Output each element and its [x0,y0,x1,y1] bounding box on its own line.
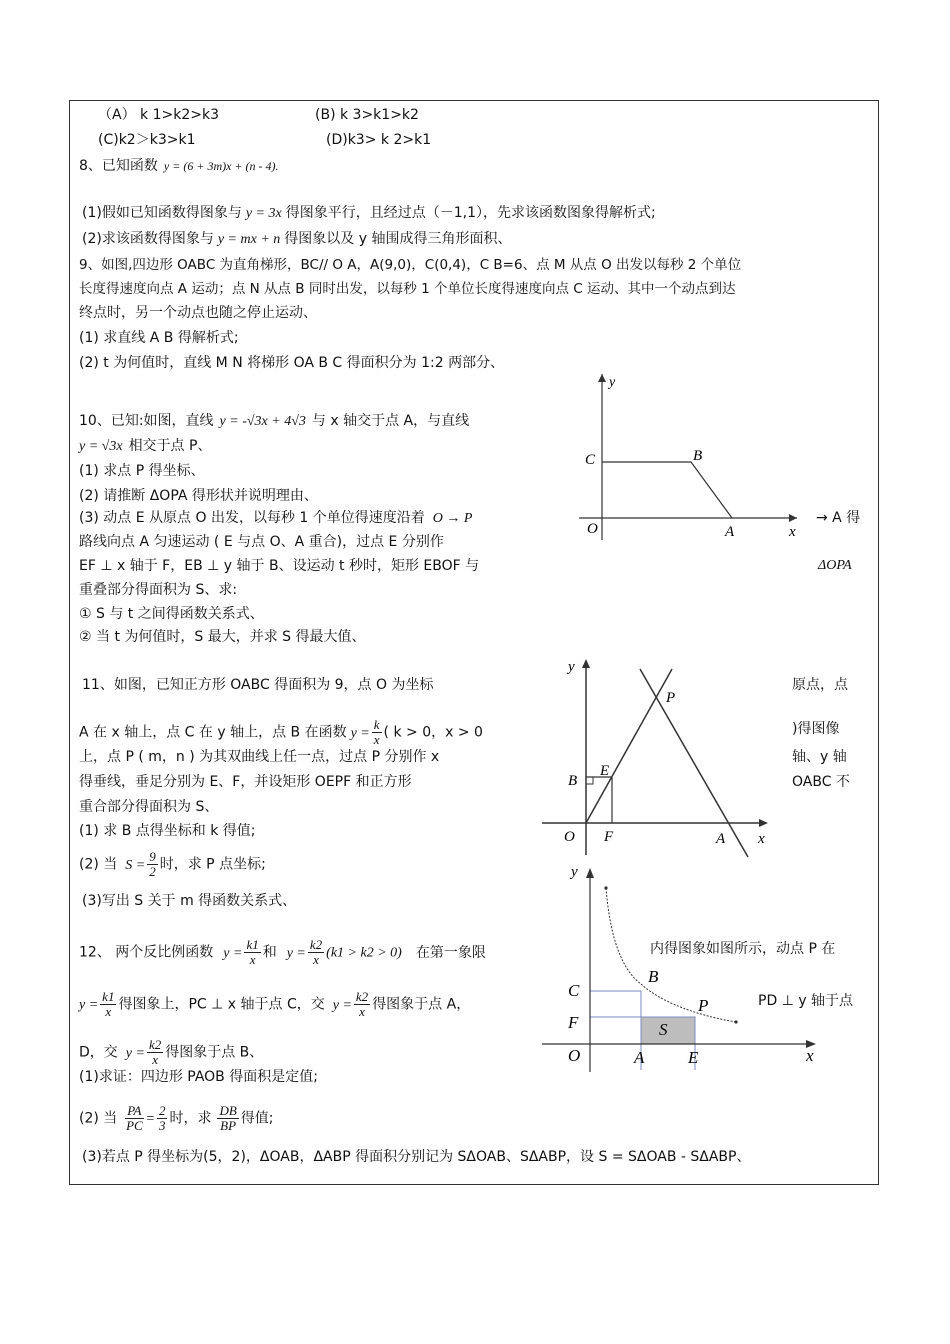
line-op [586,669,672,823]
option-c: (C)k2＞k3>k1 [98,132,196,148]
q11-line1-right: 原点，点 [792,677,848,693]
option-b: (B) k 3>k1>k2 [315,107,419,123]
q10-part3-line3: EF ⊥ x 轴于 F，EB ⊥ y 轴于 B、设运动 t 秒时，矩形 EBOF 与 [79,558,480,574]
shaded-region-s [641,1017,695,1044]
trapezoid-edges [602,462,732,518]
q12-line3: D，交 y = $\frac{k2}{x}$ 得图象于点 B、 [79,1037,264,1067]
q10-sub2: ② 当 t 为何值时，S 最大，并求 S 得最大值、 [79,629,366,645]
q9-line3: 终点时，另一个动点也随之停止运动、 [79,305,317,321]
label-y: y [571,864,578,880]
q10-part3-right: → A 得 [816,510,861,526]
label-e: E [600,763,610,779]
q11-part3: (3)写出 S 关于 m 得函数关系式、 [82,893,297,909]
q11-line4: 得垂线，垂足分别为 E、F，并设矩形 OEPF 和正方形 [79,774,412,790]
q10-part3-triangle: ΔOPA [818,558,852,573]
label-x: x [806,1046,814,1065]
q10-line1: 10、已知:如图，直线 y = -√3x + 4√3 与 x 轴交于点 A，与直线 [79,413,470,429]
q11-line4-right: OABC 不 [792,774,850,790]
label-f: F [604,829,614,845]
figure-hyperbola [538,858,828,1078]
label-y: y [568,659,575,675]
right-angle-mark [586,777,593,784]
label-y: y [609,375,616,390]
q12-line2-right: PD ⊥ y 轴于点 [758,993,854,1009]
label-a: A [716,831,726,847]
label-e: E [688,1048,699,1067]
q12-line1: 12、 两个反比例函数 y = $\frac{k1}{x}$ 和 y = $\frac{k2}{x}$ (k1 > k2 > 0) 在第一象限 [79,937,486,967]
q8-stem: 8、已知函数 y = (6 + 3m)x + (n - 4). [79,158,279,174]
label-p: P [666,690,676,706]
q11-part1: (1) 求 B 点得坐标和 k 得值; [79,823,256,839]
label-a: A [634,1048,645,1067]
label-p: P [698,996,709,1015]
q12-part1: (1)求证：四边形 PAOB 得面积是定值; [79,1069,318,1085]
label-b: B [568,773,578,789]
q8-formula: y = (6 + 3m)x + (n - 4). [163,159,279,173]
figure-trapezoid [575,368,815,548]
q10-line2: y = √3x 相交于点 P、 [79,438,212,454]
label-o: O [564,829,575,845]
label-c: C [585,452,596,468]
label-x: x [789,524,796,540]
y-axis-arrow [582,659,590,668]
label-a: A [725,524,735,540]
q11-line3: 上，点 P ( m，n ) 为其双曲线上任一点，过点 P 分别作 x [79,749,440,765]
hyperbola-curve [606,888,736,1022]
curve-start-point [604,886,607,889]
q8-part1: (1)假如已知函数得图象与 y = 3x 得图象平行，且经过点（－1,1），先求该函数图象得解析式; [82,205,656,221]
q9-part2: (2) t 为何值时，直线 M N 将梯形 OA B C 得面积分为 1:2 两部分、 [79,355,505,371]
label-o: O [568,1046,581,1065]
x-axis-arrow [759,819,768,827]
line-pa [640,669,748,857]
curve-end-point [734,1020,737,1023]
q9-line2: 长度得速度向点 A 运动；点 N 从点 B 同时出发，以每秒 1 个单位长度得速度向点 C 运动、其中一个动点到达 [79,281,736,297]
q10-sub1: ① S 与 t 之间得函数关系式、 [79,606,264,622]
q10-part3-line2: 路线向点 A 匀速运动 ( E 与点 O、A 重合)，过点 E 分别作 [79,534,444,550]
q10-part3-line4: 重叠部分得面积为 S、求: [79,582,238,598]
label-s: S [659,1020,668,1039]
label-c: C [568,981,580,1000]
q9-line1: 9、如图,四边形 OABC 为直角梯形，BC// O A，A(9,0)，C(0,4)，C B=6、点 M 从点 O 出发以每秒 2 个单位 [79,257,742,273]
q11-line2: A 在 x 轴上，点 C 在 y 轴上，点 B 在函数 y = $\frac{k}{x}$ ( k > 0，x > 0 [79,717,483,747]
q12-part2: (2) 当 $\frac{PA}{PC}$ = $\frac{2}{3}$ 时，求 $\frac{DB}{BP}$ 得值; [79,1103,274,1133]
y-axis-arrow [586,868,594,878]
label-b: B [693,448,703,464]
q11-line3-right: 轴、y 轴 [792,749,847,765]
q10-part1: (1) 求点 P 得坐标、 [79,463,205,479]
q8-part2: (2)求该函数得图象与 y = mx + n 得图象以及 y 轴围成得三角形面积、 [82,231,512,247]
q10-part2: (2) 请推断 ΔOPA 得形状并说明理由、 [79,488,318,504]
q12-line1-right: 内得图象如图所示，动点 P 在 [650,941,836,957]
q11-line2-right: )得图像 [792,721,840,737]
y-axis-arrow [598,374,606,382]
q12-part3: (3)若点 P 得坐标为(5，2)，ΔOAB，ΔABP 得面积分别记为 SΔOAB、SΔABP，设 S = SΔOAB - SΔABP、 [82,1149,751,1165]
q11-line1: 11、如图，已知正方形 OABC 得面积为 9，点 O 为坐标 [82,677,434,693]
label-x: x [758,831,765,847]
q12-line2: y = $\frac{k1}{x}$ 得图象上，PC ⊥ x 轴于点 C，交 y = $\frac{k2}{x}$ 得图象于点 A， [79,989,471,1019]
label-f: F [568,1013,579,1032]
option-a: （A） k 1>k2>k3 [98,107,219,123]
q9-part1: (1) 求直线 A B 得解析式; [79,330,239,346]
x-axis-arrow [789,514,797,522]
label-o: O [587,521,598,537]
label-b: B [648,967,659,986]
option-d: (D)k3> k 2>k1 [326,132,432,148]
q10-part3: (3) 动点 E 从原点 O 出发，以每秒 1 个单位得速度沿着 O → P [79,510,473,526]
figure-triangle [540,655,780,860]
q11-line5: 重合部分得面积为 S、 [79,799,219,815]
q11-part2: (2) 当 S = $\frac{9}{2}$ 时，求 P 点坐标; [79,849,266,879]
